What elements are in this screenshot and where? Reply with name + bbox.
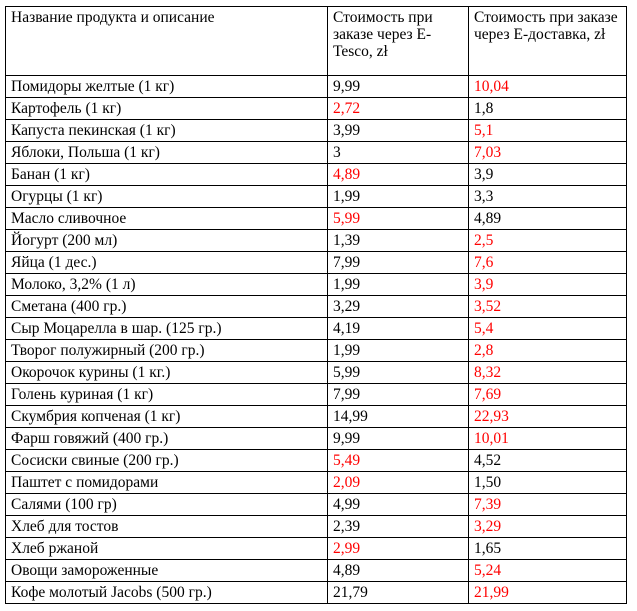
edostavka-price-cell: 5,24 — [469, 560, 627, 582]
edostavka-price-cell: 3,29 — [469, 516, 627, 538]
table-row — [6, 472, 627, 494]
table-row — [6, 252, 627, 274]
header-product-name: Название продукта и описание — [6, 7, 328, 76]
table-row — [6, 98, 627, 120]
table-row — [6, 142, 627, 164]
table-row — [6, 186, 627, 208]
document-page — [5, 6, 627, 604]
edostavka-price-cell: 4,52 — [469, 450, 627, 472]
tesco-price-cell: 2,99 — [328, 538, 469, 560]
product-name-cell: Скумбрия копченая (1 кг) — [6, 406, 328, 428]
edostavka-price-cell: 5,4 — [469, 318, 627, 340]
tesco-price-cell: 5,49 — [328, 450, 469, 472]
price-comparison-table — [5, 6, 627, 604]
product-name-cell: Йогурт (200 мл) — [6, 230, 328, 252]
table-row — [6, 164, 627, 186]
product-name-cell: Паштет с помидорами — [6, 472, 328, 494]
header-tesco-price: Стоимость при заказе через E-Tesco, zł — [328, 7, 469, 76]
table-row — [6, 296, 627, 318]
edostavka-price-cell: 22,93 — [469, 406, 627, 428]
product-name-cell: Сметана (400 гр.) — [6, 296, 328, 318]
product-name-cell: Масло сливочное — [6, 208, 328, 230]
edostavka-price-cell: 2,8 — [469, 340, 627, 362]
table-row — [6, 230, 627, 252]
edostavka-price-cell: 21,99 — [469, 582, 627, 604]
table-row — [6, 76, 627, 98]
edostavka-price-cell: 5,1 — [469, 120, 627, 142]
table-row — [6, 318, 627, 340]
product-name-cell: Яблоки, Польша (1 кг) — [6, 142, 328, 164]
edostavka-price-cell: 2,5 — [469, 230, 627, 252]
edostavka-price-cell: 1,65 — [469, 538, 627, 560]
table-row — [6, 340, 627, 362]
product-name-cell: Сыр Моцарелла в шар. (125 гр.) — [6, 318, 328, 340]
tesco-price-cell: 1,99 — [328, 340, 469, 362]
tesco-price-cell: 4,19 — [328, 318, 469, 340]
table-row — [6, 494, 627, 516]
table-row — [6, 406, 627, 428]
edostavka-price-cell: 3,9 — [469, 164, 627, 186]
edostavka-price-cell: 7,6 — [469, 252, 627, 274]
tesco-price-cell: 1,99 — [328, 274, 469, 296]
tesco-price-cell: 3,29 — [328, 296, 469, 318]
tesco-price-cell: 1,99 — [328, 186, 469, 208]
tesco-price-cell: 14,99 — [328, 406, 469, 428]
table-row — [6, 428, 627, 450]
product-name-cell: Банан (1 кг) — [6, 164, 328, 186]
product-name-cell: Хлеб для тостов — [6, 516, 328, 538]
table-header-row — [6, 7, 627, 76]
product-name-cell: Яйца (1 дес.) — [6, 252, 328, 274]
edostavka-price-cell: 8,32 — [469, 362, 627, 384]
header-edostavka-price: Стоимость при заказе через E-доставка, zł — [469, 7, 627, 76]
product-name-cell: Картофель (1 кг) — [6, 98, 328, 120]
edostavka-price-cell: 7,03 — [469, 142, 627, 164]
edostavka-price-cell: 1,50 — [469, 472, 627, 494]
product-name-cell: Кофе молотый Jacobs (500 гр.) — [6, 582, 328, 604]
tesco-price-cell: 9,99 — [328, 76, 469, 98]
product-name-cell: Молоко, 3,2% (1 л) — [6, 274, 328, 296]
tesco-price-cell: 2,09 — [328, 472, 469, 494]
tesco-price-cell: 9,99 — [328, 428, 469, 450]
table-row — [6, 582, 627, 604]
product-name-cell: Огурцы (1 кг) — [6, 186, 328, 208]
table-row — [6, 362, 627, 384]
tesco-price-cell: 4,89 — [328, 164, 469, 186]
product-name-cell: Овощи замороженные — [6, 560, 328, 582]
tesco-price-cell: 7,99 — [328, 252, 469, 274]
edostavka-price-cell: 1,8 — [469, 98, 627, 120]
edostavka-price-cell: 10,01 — [469, 428, 627, 450]
product-name-cell: Сосиски свиные (200 гр.) — [6, 450, 328, 472]
tesco-price-cell: 21,79 — [328, 582, 469, 604]
table-row — [6, 208, 627, 230]
product-name-cell: Хлеб ржаной — [6, 538, 328, 560]
edostavka-price-cell: 4,89 — [469, 208, 627, 230]
table-row — [6, 560, 627, 582]
edostavka-price-cell: 7,39 — [469, 494, 627, 516]
table-row — [6, 274, 627, 296]
product-name-cell: Помидоры желтые (1 кг) — [6, 76, 328, 98]
tesco-price-cell: 2,72 — [328, 98, 469, 120]
table-row — [6, 384, 627, 406]
tesco-price-cell: 4,89 — [328, 560, 469, 582]
edostavka-price-cell: 3,52 — [469, 296, 627, 318]
edostavka-price-cell: 7,69 — [469, 384, 627, 406]
product-name-cell: Голень куриная (1 кг) — [6, 384, 328, 406]
tesco-price-cell: 3,99 — [328, 120, 469, 142]
table-row — [6, 450, 627, 472]
edostavka-price-cell: 10,04 — [469, 76, 627, 98]
table-row — [6, 538, 627, 560]
tesco-price-cell: 5,99 — [328, 362, 469, 384]
table-row — [6, 120, 627, 142]
product-name-cell: Окорочок курины (1 кг.) — [6, 362, 328, 384]
tesco-price-cell: 5,99 — [328, 208, 469, 230]
tesco-price-cell: 3 — [328, 142, 469, 164]
table-row — [6, 516, 627, 538]
product-name-cell: Салями (100 гр) — [6, 494, 328, 516]
tesco-price-cell: 4,99 — [328, 494, 469, 516]
tesco-price-cell: 2,39 — [328, 516, 469, 538]
edostavka-price-cell: 3,9 — [469, 274, 627, 296]
tesco-price-cell: 7,99 — [328, 384, 469, 406]
product-name-cell: Капуста пекинская (1 кг) — [6, 120, 328, 142]
table-body — [6, 76, 627, 604]
tesco-price-cell: 1,39 — [328, 230, 469, 252]
edostavka-price-cell: 3,3 — [469, 186, 627, 208]
product-name-cell: Творог полужирный (200 гр.) — [6, 340, 328, 362]
product-name-cell: Фарш говяжий (400 гр.) — [6, 428, 328, 450]
